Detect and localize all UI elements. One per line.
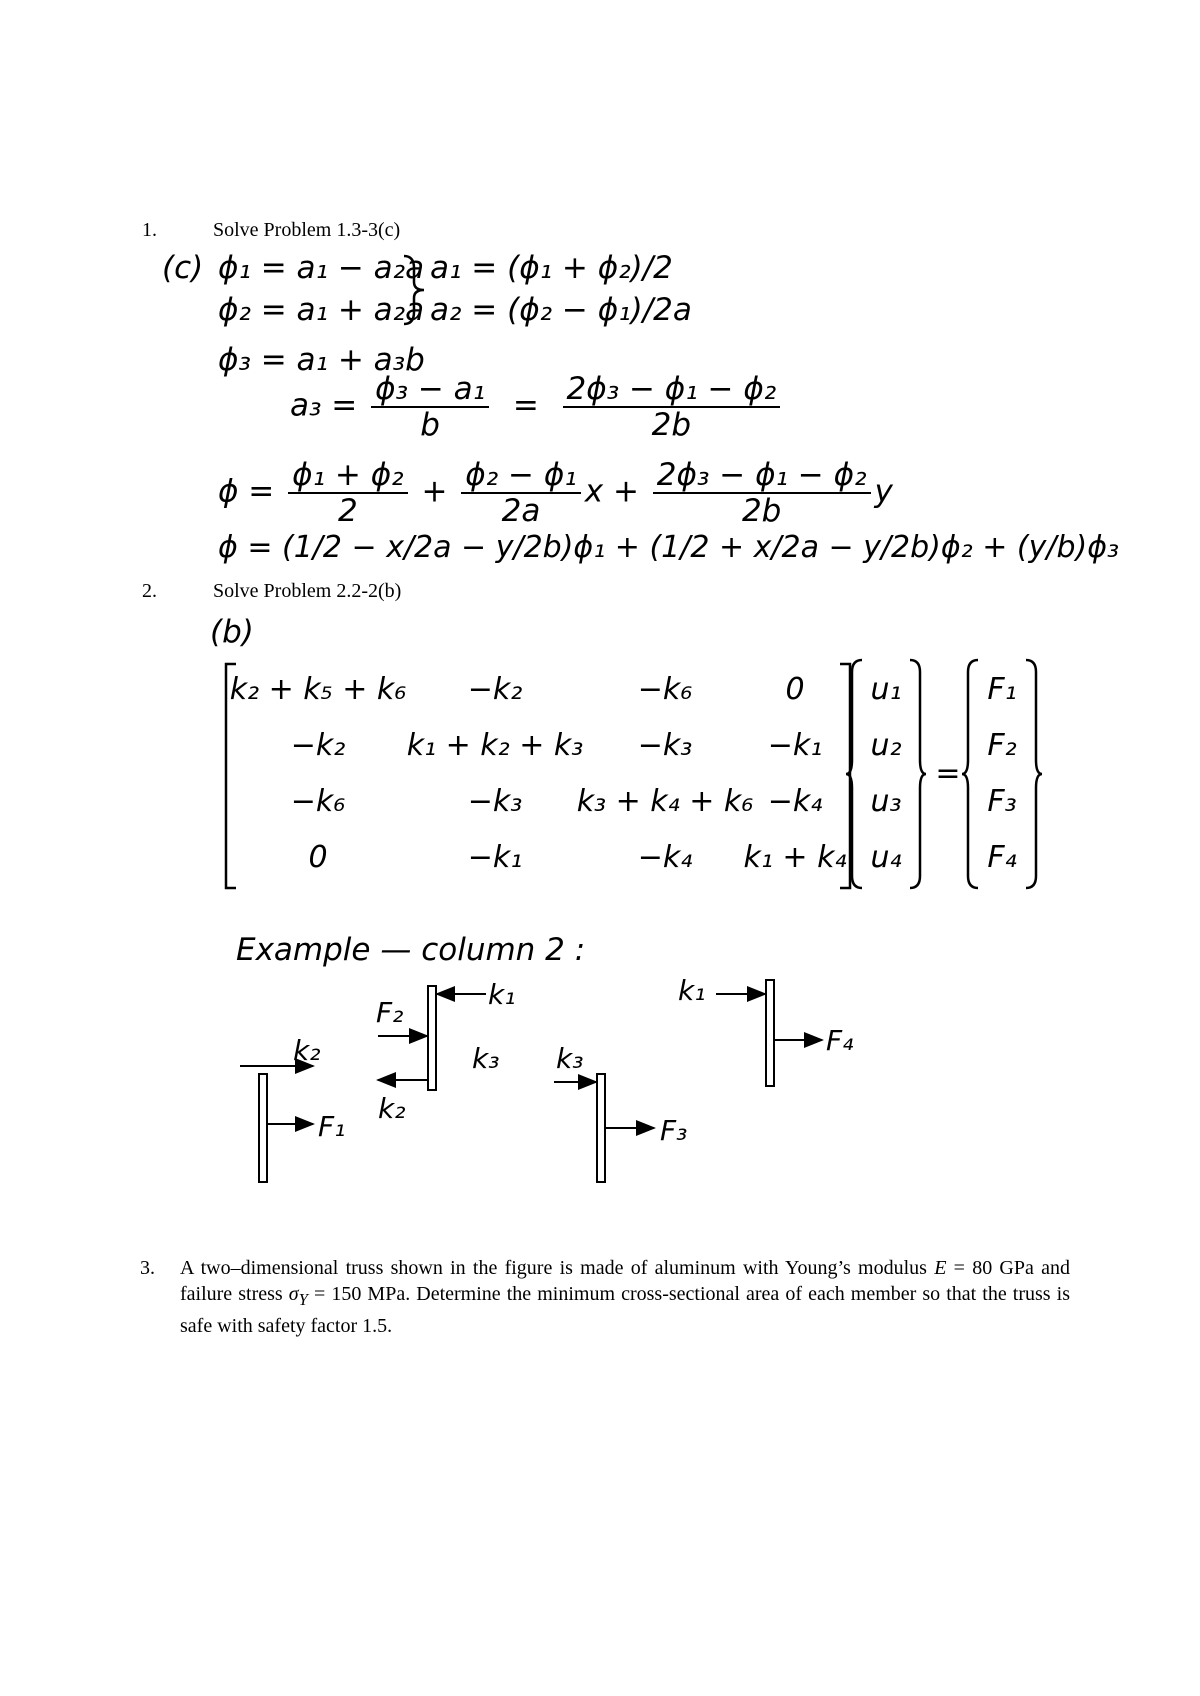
plus-sign: + bbox=[421, 473, 448, 510]
node4-force-label: F₄ bbox=[826, 1024, 854, 1057]
node2-force-label: F₂ bbox=[376, 996, 404, 1029]
u-entry: u₁ bbox=[870, 672, 902, 707]
matrix-cell: k₁ + k₄ bbox=[743, 840, 847, 875]
eq-phi2: ϕ₂ = a₁ + a₂a bbox=[218, 292, 425, 328]
u-entry: u₃ bbox=[870, 784, 902, 819]
matrix-cell: 0 bbox=[308, 840, 328, 875]
phi-t2-num: ϕ₂ − ϕ₁ bbox=[461, 458, 580, 494]
plus-sign: + bbox=[612, 473, 639, 510]
node2-bar bbox=[428, 986, 436, 1090]
eq-phi3: ϕ₃ = a₁ + a₃b bbox=[218, 342, 425, 378]
node1-spring-label: k₂ bbox=[293, 1034, 321, 1067]
matrix-cell: −k₆ bbox=[637, 672, 693, 707]
eq-a1: a₁ = (ϕ₁ + ϕ₂)/2 bbox=[430, 250, 673, 286]
f-entry: F₃ bbox=[987, 784, 1017, 819]
node4-fbd bbox=[678, 974, 853, 1086]
matrix-cell: −k₁ bbox=[467, 840, 523, 875]
part-b-label: (b) bbox=[210, 614, 254, 650]
eq-phi-final: ϕ = (1/2 − x/2a − y/2b)ϕ₁ + (1/2 + x/2a − y/2b)ϕ₂ + (y/b)ϕ₃ bbox=[218, 530, 1120, 565]
phi-t2-den: 2a bbox=[501, 493, 541, 530]
f-entry: F₄ bbox=[987, 840, 1017, 875]
node2-fbd bbox=[376, 978, 515, 1125]
node2-spring-mid-label: k₃ bbox=[472, 1042, 500, 1075]
eq-a2: a₂ = (ϕ₂ − ϕ₁)/2a bbox=[430, 292, 692, 328]
matrix-cell: k₃ + k₄ + k₆ bbox=[576, 784, 754, 819]
u-entry: u₄ bbox=[870, 840, 902, 875]
matrix-cell: k₂ + k₅ + k₆ bbox=[229, 672, 407, 707]
a3-frac1-num: ϕ₃ − a₁ bbox=[371, 372, 489, 408]
a3-frac2-den: 2b bbox=[651, 407, 692, 444]
matrix-cell: 0 bbox=[785, 672, 805, 707]
a3-lhs: a₃ = bbox=[290, 387, 358, 424]
problem3-text-part3: = 150 MPa. Determine the minimum cross-sectional area of each member so that the truss is safe with safety factor 1.5. bbox=[180, 1283, 1070, 1337]
part-c-label: (c) bbox=[162, 250, 204, 286]
problem3-text bbox=[180, 1255, 1070, 1339]
f-entry: F₂ bbox=[987, 728, 1017, 763]
matrix-cell: k₁ + k₂ + k₃ bbox=[406, 728, 584, 763]
phi-t2-var: x bbox=[584, 473, 604, 510]
f-entry: F₁ bbox=[987, 672, 1017, 707]
matrix-cell: −k₄ bbox=[767, 784, 823, 819]
phi-t1-den: 2 bbox=[337, 493, 358, 530]
node2-spring-top-label: k₁ bbox=[488, 978, 516, 1011]
u-entry: u₂ bbox=[870, 728, 902, 763]
matrix-cell: −k₃ bbox=[467, 784, 523, 819]
matrix-cell: −k₂ bbox=[290, 728, 346, 763]
matrix-cell: −k₃ bbox=[637, 728, 693, 763]
phi-t3-num: 2ϕ₃ − ϕ₁ − ϕ₂ bbox=[653, 458, 871, 494]
matrix-cell: −k₁ bbox=[767, 728, 823, 763]
phi-t3-den: 2b bbox=[741, 493, 782, 530]
node2-spring-bottom-label: k₂ bbox=[378, 1092, 406, 1125]
matrix-cell: −k₆ bbox=[290, 784, 346, 819]
failure-stress-subscript: Y bbox=[298, 1290, 308, 1309]
node1-bar bbox=[259, 1074, 267, 1182]
problem3-text-part2: = 80 GPa and failure stress bbox=[180, 1257, 1071, 1305]
node3-bar bbox=[597, 1074, 605, 1182]
phi-t3-var: y bbox=[874, 473, 893, 510]
matrix-cell: −k₂ bbox=[467, 672, 523, 707]
problem1-number: 1. bbox=[142, 219, 157, 241]
problem3-number: 3. bbox=[140, 1257, 155, 1279]
a3-equals: = bbox=[502, 387, 549, 424]
phi-lhs: ϕ = bbox=[218, 473, 275, 510]
phi-t1-num: ϕ₁ + ϕ₂ bbox=[288, 458, 407, 494]
example-label: Example — column 2 : bbox=[236, 932, 586, 968]
failure-stress-symbol: σ bbox=[288, 1283, 299, 1305]
problem2-title: Solve Problem 2.2-2(b) bbox=[213, 580, 402, 602]
node3-force-label: F₃ bbox=[660, 1114, 688, 1147]
youngs-modulus-symbol: E bbox=[934, 1257, 947, 1279]
node1-fbd bbox=[240, 1034, 345, 1182]
node4-spring-label: k₁ bbox=[678, 974, 706, 1007]
node3-spring-label: k₃ bbox=[556, 1042, 584, 1075]
problem1-title: Solve Problem 1.3-3(c) bbox=[213, 219, 401, 241]
problem2-number: 2. bbox=[142, 580, 157, 602]
problem3-text-part1: A two–dimensional truss shown in the figure is made of aluminum with Young’s modulus bbox=[180, 1257, 935, 1279]
node3-fbd bbox=[554, 1042, 687, 1182]
eq-phi1: ϕ₁ = a₁ − a₂a bbox=[218, 250, 425, 286]
equals-sign: = bbox=[935, 756, 961, 791]
a3-frac2-num: 2ϕ₃ − ϕ₁ − ϕ₂ bbox=[563, 372, 781, 408]
node4-bar bbox=[766, 980, 774, 1086]
problem3 bbox=[140, 1255, 1070, 1339]
node1-force-label: F₁ bbox=[318, 1110, 346, 1143]
matrix-cell: −k₄ bbox=[637, 840, 693, 875]
a3-frac1-den: b bbox=[420, 407, 440, 444]
